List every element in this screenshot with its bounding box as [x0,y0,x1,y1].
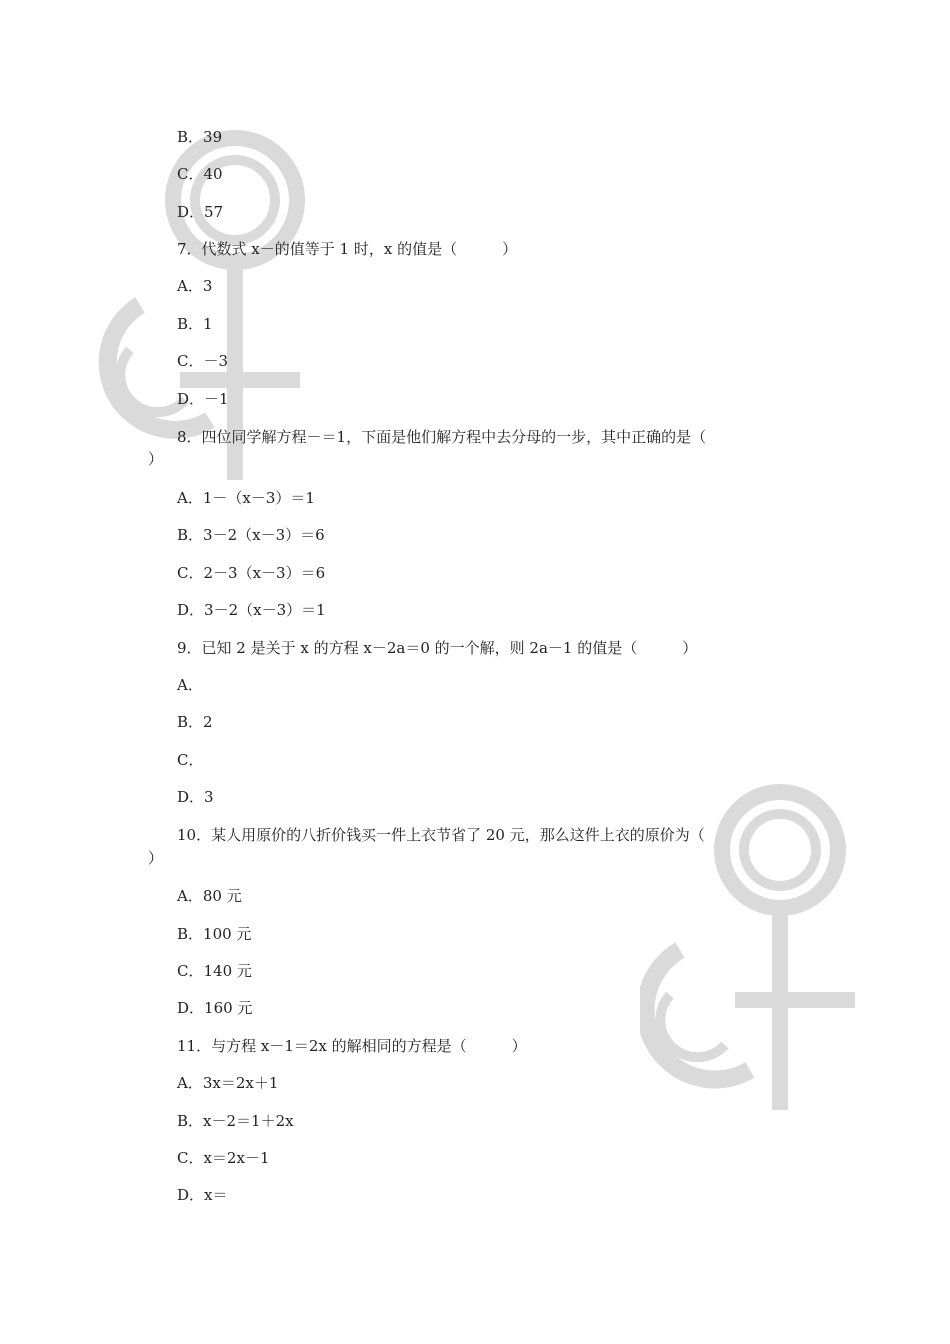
option-c: C．40 [177,165,223,183]
option-b: B．39 [177,128,223,146]
question-8-stem-continued: ） [148,450,164,468]
option-d: D．160 元 [177,999,253,1017]
option-a: A．1－（x－3）＝1 [177,489,315,507]
option-a: A．3 [177,277,213,295]
option-a: A． [177,676,203,694]
question-11-stem: 11．与方程 x－1＝2x 的解相同的方程是（ ） [177,1037,527,1055]
question-10-stem-continued: ） [148,849,164,867]
option-d: D．x＝ [177,1186,228,1204]
option-d: D．3 [177,788,214,806]
question-9-stem: 9．已知 2 是关于 x 的方程 x－2a＝0 的一个解，则 2a－1 的值是（ ） [177,639,698,657]
option-d: D．－1 [177,390,229,408]
option-b: B．1 [177,315,213,333]
option-c: C．2－3（x－3）＝6 [177,564,326,582]
option-c: C．x＝2x－1 [177,1149,270,1167]
option-b: B．2 [177,713,213,731]
option-a: A．3x＝2x＋1 [177,1074,279,1092]
option-b: B．x－2＝1＋2x [177,1112,294,1130]
option-d: D．57 [177,203,224,221]
question-7-stem: 7．代数式 x－的值等于 1 时，x 的值是（ ） [177,240,518,258]
option-c: C．－3 [177,352,229,370]
question-10-stem: 10．某人用原价的八折价钱买一件上衣节省了 20 元，那么这件上衣的原价为（ [177,826,705,844]
option-a: A．80 元 [177,887,242,905]
option-d: D．3－2（x－3）＝1 [177,601,326,619]
option-b: B．100 元 [177,925,252,943]
option-b: B．3－2（x－3）＝6 [177,526,325,544]
option-c: C．140 元 [177,962,252,980]
question-8-stem: 8．四位同学解方程－＝1，下面是他们解方程中去分母的一步，其中正确的是（ [177,428,707,446]
option-c: C． [177,751,204,769]
